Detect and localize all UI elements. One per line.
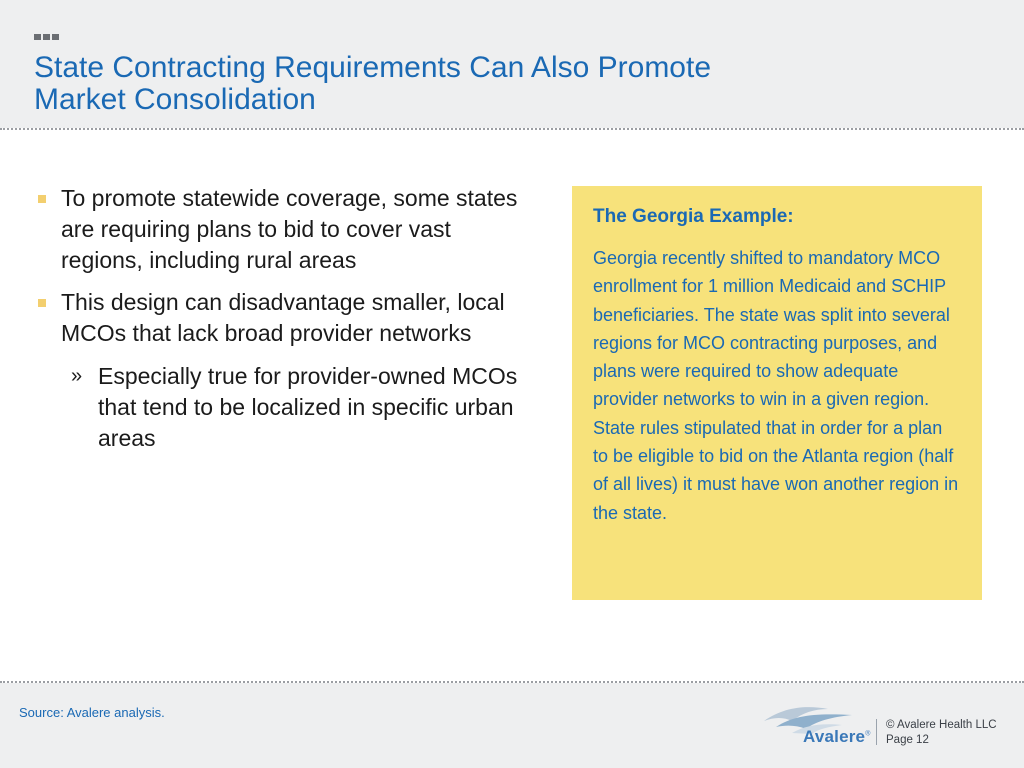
- sub-bullet-text: Especially true for provider-owned MCOs that tend to be localized in specific urban areas: [98, 363, 518, 451]
- header-squares-icon: [34, 34, 59, 40]
- callout-body: Georgia recently shifted to mandatory MCO enrollment for 1 million Medicaid and SCHIP beneficiaries. The state was split into several regions for MCO contracting purposes, and plans were required to show adequate provider networks to win in a given region. State rules stipulated that in order for a plan to be eligible to bid on the Atlanta region (half of all lives) it must have won another region in the state.: [593, 248, 959, 523]
- sub-bullet-list: [61, 361, 536, 454]
- bullet-item: [36, 183, 536, 276]
- sub-bullet-item: [61, 361, 536, 454]
- avalere-logo-text: [803, 727, 871, 747]
- slide-title-line-2: Market Consolidation: [34, 83, 316, 116]
- bullet-text: This design can disadvantage smaller, local MCOs that lack broad provider networks: [61, 289, 505, 346]
- bullet-square-icon: [38, 299, 46, 307]
- callout-heading: The Georgia Example:: [593, 206, 794, 227]
- georgia-example-callout: [572, 186, 982, 600]
- slide-title-line-1: State Contracting Requirements Can Also Promote: [34, 51, 712, 84]
- header-band: [0, 0, 1024, 128]
- bullet-item: [36, 287, 536, 454]
- page-number: Page 12: [886, 734, 929, 746]
- source-note: Source: Avalere analysis.: [19, 705, 165, 720]
- copyright-text: © Avalere Health LLC: [886, 719, 997, 731]
- slide-title: [34, 52, 934, 116]
- sub-bullet-marker: »: [71, 365, 83, 387]
- logo-wordmark: Avalere: [803, 727, 866, 746]
- copyright-block: [886, 718, 997, 748]
- bullet-text: To promote statewide coverage, some states are requiring plans to bid to cover vast regions, including rural areas: [61, 185, 518, 273]
- bullet-square-icon: [38, 195, 46, 203]
- logo-divider: [876, 719, 877, 745]
- registered-mark: ®: [865, 730, 871, 738]
- footer-band: [0, 683, 1024, 768]
- bullet-list: [36, 183, 536, 465]
- header-divider: [0, 128, 1024, 130]
